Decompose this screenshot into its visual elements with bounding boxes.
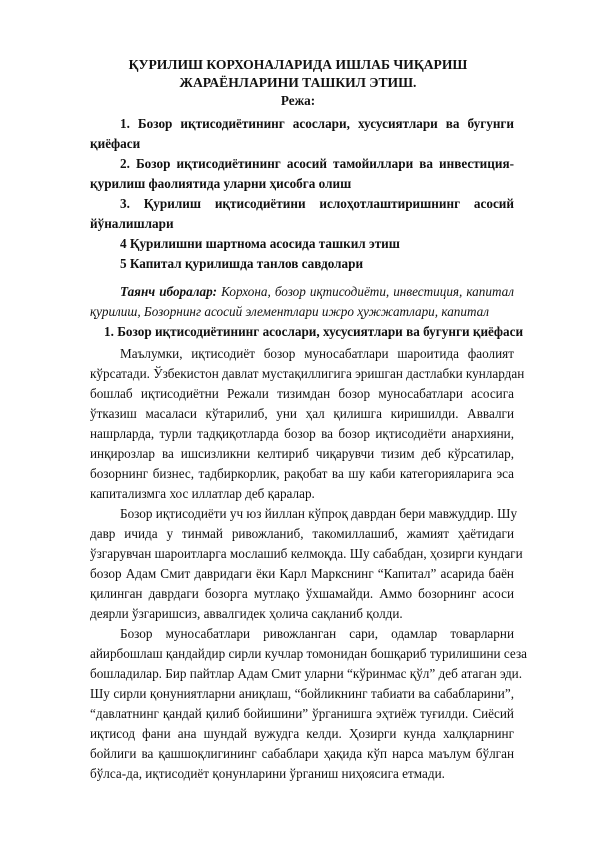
plan-item-2-line-2: қурилиш фаолиятида уларни ҳисобга олиш bbox=[90, 176, 352, 191]
paragraph-1-line-7: бозорнинг бизнес, тадбиркорлик, рақобат ва шу каби категорияларига эса bbox=[90, 466, 514, 481]
plan-item-4: 4 Қурилишни шартнома асосида ташкил этиш bbox=[120, 236, 400, 251]
plan-item-1-line-2: қиёфаси bbox=[90, 136, 141, 151]
section-heading: 1. Бозор иқтисодиётининг асослари, хусусиятлари ва бугунги қиёфаси bbox=[104, 324, 524, 339]
paragraph-2-line-5: қилинган даврдаги бозорга мутлақо ўхшамайди. Аммо бозорнинг асоси bbox=[90, 586, 514, 601]
title-line-2: ЖАРАЁНЛАРИНИ ТАШКИЛ ЭТИШ. bbox=[179, 75, 417, 90]
plan-item-3-line-1: 3. Қурилиш иқтисодиётини ислоҳотлаштиришнинг асосий bbox=[120, 196, 514, 211]
paragraph-1-line-8: капитализмга хос иллатлар деб қаралар. bbox=[90, 486, 315, 501]
keywords-text-1: Корхона, бозор иқтисодиёти, инвестиция, капитал bbox=[217, 284, 514, 299]
keywords-line-2: қурилиш, Бозорнинг асосий элементлари ижро ҳужжатлари, капитал bbox=[90, 304, 490, 319]
paragraph-3-line-1: Бозор муносабатлари ривожланган сари, одамлар товарларни bbox=[120, 626, 514, 641]
plan-item-5: 5 Капитал қурилишда танлов савдолари bbox=[120, 256, 364, 271]
paragraph-1-line-6: инқирозлар ва ишсизликни келтириб чиқарувчи тизим деб кўрсатилар, bbox=[90, 446, 514, 461]
plan-item-2-line-1: 2. Бозор иқтисодиётининг асосий тамойиллари ва инвестиция- bbox=[120, 156, 514, 171]
paragraph-2-line-3: ўзгарувчан шароитларга мослашиб келмоқда. Шу сабабдан, ҳозирги кундаги bbox=[90, 546, 523, 561]
paragraph-3-line-2: айирбошлаш қандайдир сирли кучлар томонидан бошқариб турилишини сеза bbox=[90, 646, 528, 661]
paragraph-2-line-2: давр ичида у тинмай ривожланиб, такомиллашиб, жамият ҳаётидаги bbox=[90, 526, 514, 541]
paragraph-3-line-3: бошладилар. Бир пайтлар Адам Смит уларни “кўринмас қўл” деб атаган эди. bbox=[90, 666, 523, 681]
paragraph-3-line-6: иқтисод фани ана шундай вужудга келди. Ҳозирги кунда халқларнинг bbox=[90, 726, 514, 741]
paragraph-1-line-3: бошлаб иқтисодиётни Режали тизимдан бозор муносабатлари асосига bbox=[90, 386, 514, 401]
plan-item-1-line-1: 1. Бозор иқтисодиётининг асослари, хусусиятлари ва бугунги bbox=[120, 116, 514, 131]
paragraph-2-line-6: деярли ўзгаришсиз, аввалгидек ҳолича сақланиб қолди. bbox=[90, 606, 403, 621]
paragraph-2-line-1: Бозор иқтисодиёти уч юз йиллан кўпроқ даврдан бери мавжуддир. Шу bbox=[120, 506, 518, 521]
paragraph-3-line-4: Шу сирли қонуниятларни аниқлаш, “бойликнинг табиати ва сабабларини”, bbox=[90, 686, 514, 701]
paragraph-1-line-5: нашрларда, турли тадқиқотларда бозор ва бозор иқтисодиёти анархияни, bbox=[90, 426, 514, 441]
keywords-line-1 bbox=[120, 282, 514, 302]
paragraph-2-line-4: бозор Адам Смит давридаги ёки Карл Маркснинг “Капитал” асарида баён bbox=[90, 566, 514, 581]
paragraph-3-line-7: бойлиги ва қашшоқлигининг сабаблари ҳақида кўп нарса маълум бўлган bbox=[90, 746, 514, 761]
document-title bbox=[60, 56, 536, 92]
title-line-1: ҚУРИЛИШ КОРХОНАЛАРИДА ИШЛАБ ЧИҚАРИШ bbox=[128, 57, 468, 72]
paragraph-1-line-1: Маълумки, иқтисодиёт бозор муносабатлари шароитида фаолият bbox=[120, 346, 514, 361]
paragraph-1-line-4: ўтказиш масаласи кўтарилиб, уни ҳал қилишга киришилди. Аввалги bbox=[90, 406, 514, 421]
plan-label: Режа: bbox=[280, 93, 316, 108]
paragraph-3-line-5: “давлатнинг қандай қилиб бойишини” ўрганишга эҳтиёж туғилди. Сиёсий bbox=[90, 706, 514, 721]
plan-item-3-line-2: йўналишлари bbox=[90, 216, 174, 231]
paragraph-1-line-2: кўрсатади. Ўзбекистон давлат мустақиллигига эришган дастлабки кунлардан bbox=[90, 366, 525, 381]
keywords-label: Таянч иборалар: bbox=[120, 284, 218, 299]
paragraph-3-line-8: бўлса-да, иқтисодиёт қонунларини ўрганиш ниҳоясига етмади. bbox=[90, 766, 445, 781]
